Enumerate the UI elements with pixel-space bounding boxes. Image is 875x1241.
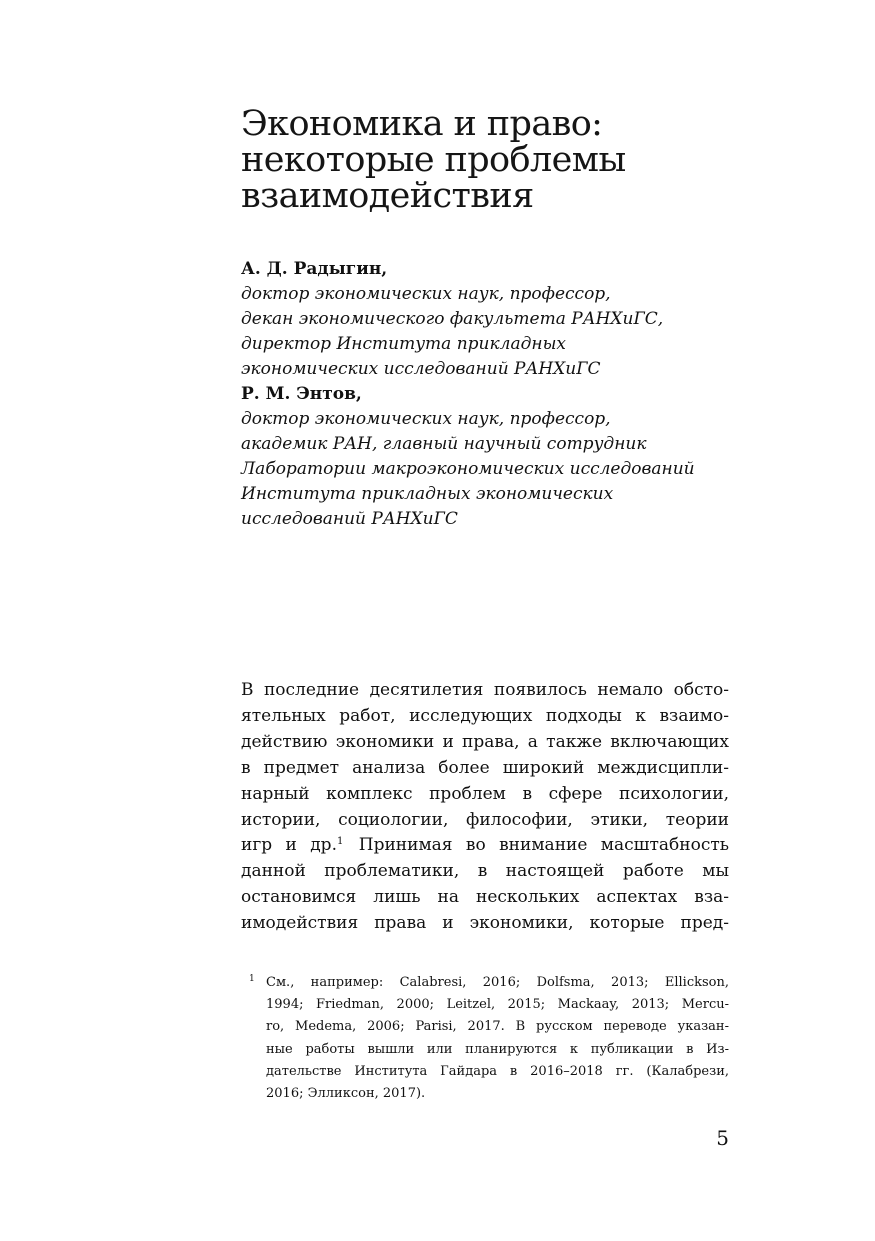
author-name: Р. М. Энтов, (241, 384, 362, 404)
footnote-reference[interactable]: 1 (336, 836, 344, 848)
body-line: ятельных работ, исследующих подходы к взаимо- (241, 705, 729, 726)
footnote-text (266, 972, 729, 1105)
author-affiliation-line: Института прикладных экономических (241, 484, 614, 504)
footnote-line: ro, Medema, 2006; Parisi, 2017. В русском переводе указан- (266, 1019, 729, 1035)
footnote-line: 2016; Элликсон, 2017). (266, 1086, 426, 1102)
author-affiliation-line: доктор экономических наук, профессор, (241, 409, 611, 429)
body-line: данной проблематики, в настоящей работе мы (241, 861, 729, 882)
author-affiliation-line: директор Института прикладных (241, 334, 567, 354)
author-affiliation-line: академик РАН, главный научный сотрудник (241, 434, 647, 454)
body-line-start: игр и др. (241, 835, 337, 856)
body-line: истории, социологии, философии, этики, теории (241, 809, 729, 830)
body-line: остановимся лишь на нескольких аспектах вза- (241, 887, 729, 908)
page-number: 5 (716, 1126, 729, 1150)
footnote (249, 972, 729, 1105)
author-affiliation-line: экономических исследований РАНХиГС (241, 359, 601, 379)
body-line: действию экономики и права, а также включающих (241, 731, 729, 752)
body-line: в предмет анализа более широкий междисципли- (241, 757, 729, 778)
article-title (241, 106, 741, 214)
footnote-line: ные работы вышли или планируются к публикации в Из- (266, 1041, 729, 1057)
body-line: В последние десятилетия появилось немало обсто- (241, 680, 729, 700)
body-line: нарный комплекс проблем в сфере психологии, (241, 783, 729, 804)
author-block (241, 257, 761, 532)
title-line: Экономика и право: (241, 104, 603, 144)
body-paragraph (241, 678, 729, 937)
author-name: А. Д. Радыгин, (241, 259, 388, 279)
footnote-line: 1994; Friedman, 2000; Leitzel, 2015; Mackaay, 2013; Mercu- (266, 997, 729, 1013)
title-line: взаимодействия (241, 176, 534, 216)
footnote-mark: 1 (249, 974, 255, 984)
body-line-end: Принимая во внимание масштабность (358, 835, 730, 856)
author-affiliation-line: Лаборатории макроэкономических исследований (241, 459, 695, 479)
author-affiliation-line: доктор экономических наук, профессор, (241, 284, 611, 304)
body-line: имодействия права и экономики, которые пред- (241, 913, 729, 934)
title-line: некоторые проблемы (241, 140, 626, 180)
footnote-line: дательстве Института Гайдара в 2016–2018 гг. (Калабрези, (266, 1063, 729, 1079)
author-affiliation-line: декан экономического факультета РАНХиГС, (241, 309, 664, 329)
body-line-with-footnote (241, 833, 729, 859)
author-affiliation-line: исследований РАНХиГС (241, 509, 458, 529)
footnote-line: См., например: Calabresi, 2016; Dolfsma, 2013; Ellickson, (266, 975, 729, 990)
